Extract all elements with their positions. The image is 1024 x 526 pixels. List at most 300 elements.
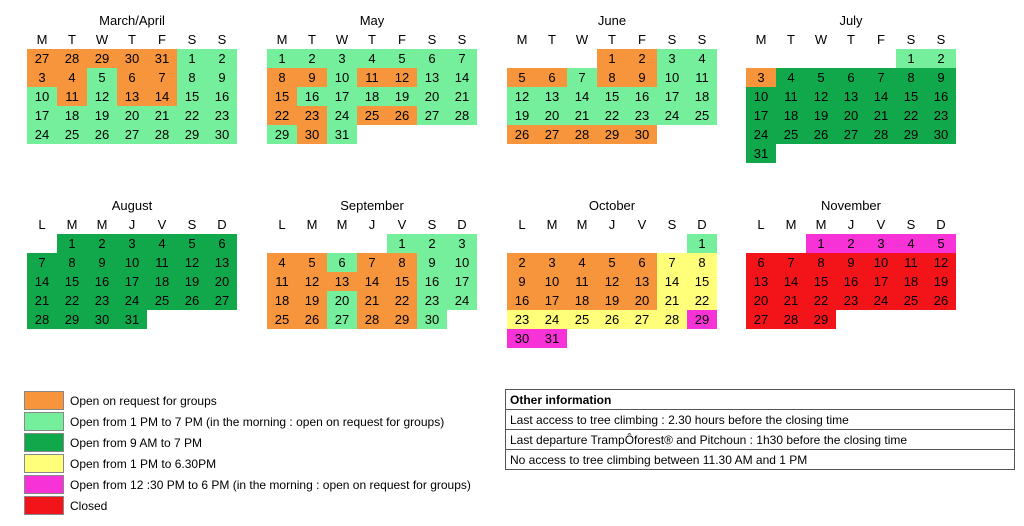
- day-cell: 4: [147, 234, 177, 253]
- day-cell: 21: [866, 106, 896, 125]
- week-row: [267, 68, 477, 87]
- day-cell: 19: [297, 291, 327, 310]
- weekday-label: V: [637, 217, 647, 232]
- day-cell: 13: [537, 87, 567, 106]
- day-cell: 24: [866, 291, 896, 310]
- day-cell: 1: [387, 234, 417, 253]
- day-cell: 8: [806, 253, 836, 272]
- weekday-label: S: [457, 32, 467, 47]
- week-row: [267, 310, 477, 329]
- weekday-label: F: [877, 32, 885, 47]
- day-cell: 27: [27, 49, 57, 68]
- day-cell: 9: [297, 68, 327, 87]
- weekday-label: S: [427, 32, 437, 47]
- day-cell: 25: [776, 125, 806, 144]
- empty-cell: [567, 49, 597, 68]
- week-row: [27, 68, 237, 87]
- legend-item: [24, 390, 471, 411]
- empty-cell: [627, 234, 657, 253]
- month-title: November: [821, 198, 881, 213]
- day-cell: 20: [207, 272, 237, 291]
- weekday-label: S: [906, 32, 916, 47]
- empty-cell: [177, 310, 207, 329]
- empty-cell: [687, 125, 717, 144]
- day-cell: 15: [687, 272, 717, 291]
- weekday-label: J: [608, 217, 616, 232]
- day-cell: 23: [507, 310, 537, 329]
- day-cell: 21: [147, 106, 177, 125]
- day-cell: 9: [507, 272, 537, 291]
- day-cell: 28: [447, 106, 477, 125]
- weekday-label: T: [128, 32, 136, 47]
- day-cell: 28: [357, 310, 387, 329]
- empty-cell: [327, 234, 357, 253]
- week-row: [507, 49, 717, 68]
- legend: [24, 390, 471, 516]
- day-cell: 16: [207, 87, 237, 106]
- day-cell: 3: [657, 49, 687, 68]
- day-cell: 27: [746, 310, 776, 329]
- day-cell: 28: [776, 310, 806, 329]
- weekday-label: M: [336, 217, 348, 232]
- weekday-label: M: [576, 217, 588, 232]
- day-cell: 22: [267, 106, 297, 125]
- empty-cell: [657, 234, 687, 253]
- day-cell: 17: [117, 272, 147, 291]
- day-cell: 3: [866, 234, 896, 253]
- day-cell: 5: [87, 68, 117, 87]
- day-cell: 2: [836, 234, 866, 253]
- day-cell: 30: [926, 125, 956, 144]
- day-cell: 13: [746, 272, 776, 291]
- day-cell: 1: [806, 234, 836, 253]
- empty-cell: [926, 144, 956, 163]
- empty-cell: [866, 310, 896, 329]
- day-cell: 30: [207, 125, 237, 144]
- day-cell: 6: [627, 253, 657, 272]
- day-cell: 23: [836, 291, 866, 310]
- day-cell: 29: [597, 125, 627, 144]
- weekday-label: F: [638, 32, 646, 47]
- day-cell: 19: [597, 291, 627, 310]
- day-cell: 30: [87, 310, 117, 329]
- day-cell: 16: [417, 272, 447, 291]
- weekday-label: T: [368, 32, 376, 47]
- month-title: July: [839, 13, 863, 28]
- day-cell: 8: [896, 68, 926, 87]
- day-cell: 10: [866, 253, 896, 272]
- legend-item: [24, 474, 471, 495]
- day-cell: 4: [896, 234, 926, 253]
- day-cell: 18: [267, 291, 297, 310]
- weekday-label: V: [876, 217, 886, 232]
- week-row: [746, 68, 956, 87]
- day-cell: 3: [746, 68, 776, 87]
- day-cell: 3: [27, 68, 57, 87]
- weekday-label: W: [575, 32, 589, 47]
- day-cell: 31: [117, 310, 147, 329]
- weekday-label: F: [398, 32, 406, 47]
- empty-cell: [657, 329, 687, 348]
- day-cell: 19: [926, 272, 956, 291]
- day-cell: 24: [27, 125, 57, 144]
- day-cell: 9: [836, 253, 866, 272]
- empty-cell: [776, 49, 806, 68]
- day-cell: 15: [177, 87, 207, 106]
- day-cell: 12: [597, 272, 627, 291]
- day-cell: 4: [567, 253, 597, 272]
- day-cell: 31: [147, 49, 177, 68]
- day-cell: 5: [507, 68, 537, 87]
- empty-cell: [896, 310, 926, 329]
- day-cell: 29: [387, 310, 417, 329]
- weekday-label: J: [128, 217, 136, 232]
- day-cell: 4: [57, 68, 87, 87]
- day-cell: 22: [687, 291, 717, 310]
- day-cell: 25: [357, 106, 387, 125]
- day-cell: 17: [866, 272, 896, 291]
- day-cell: 26: [387, 106, 417, 125]
- day-cell: 15: [267, 87, 297, 106]
- day-cell: 8: [177, 68, 207, 87]
- day-cell: 18: [896, 272, 926, 291]
- day-cell: 26: [177, 291, 207, 310]
- empty-cell: [537, 234, 567, 253]
- day-cell: 12: [926, 253, 956, 272]
- day-cell: 12: [177, 253, 207, 272]
- empty-cell: [447, 310, 477, 329]
- empty-cell: [147, 310, 177, 329]
- day-cell: 26: [597, 310, 627, 329]
- empty-cell: [866, 49, 896, 68]
- week-row: [507, 291, 717, 310]
- day-cell: 10: [27, 87, 57, 106]
- empty-cell: [567, 329, 597, 348]
- empty-cell: [776, 144, 806, 163]
- day-cell: 16: [297, 87, 327, 106]
- day-cell: 18: [147, 272, 177, 291]
- day-cell: 2: [417, 234, 447, 253]
- week-row: [746, 144, 956, 163]
- day-cell: 22: [57, 291, 87, 310]
- weekday-label: M: [66, 217, 78, 232]
- week-row: [27, 106, 237, 125]
- weekday-label: T: [68, 32, 76, 47]
- day-cell: 18: [776, 106, 806, 125]
- empty-cell: [806, 49, 836, 68]
- day-cell: 15: [896, 87, 926, 106]
- weekday-label: L: [518, 217, 526, 232]
- day-cell: 22: [387, 291, 417, 310]
- day-cell: 8: [57, 253, 87, 272]
- day-cell: 8: [687, 253, 717, 272]
- day-cell: 12: [806, 87, 836, 106]
- day-cell: 4: [267, 253, 297, 272]
- week-row: [267, 234, 477, 253]
- day-cell: 2: [87, 234, 117, 253]
- weekday-label: J: [368, 217, 376, 232]
- day-cell: 7: [147, 68, 177, 87]
- day-cell: 18: [357, 87, 387, 106]
- empty-cell: [357, 234, 387, 253]
- legend-swatch: [24, 496, 64, 515]
- day-cell: 5: [387, 49, 417, 68]
- day-cell: 4: [357, 49, 387, 68]
- weekday-label: L: [38, 217, 46, 232]
- day-cell: 29: [267, 125, 297, 144]
- day-cell: 9: [417, 253, 447, 272]
- weekday-label: S: [667, 217, 677, 232]
- week-row: [27, 49, 237, 68]
- day-cell: 29: [87, 49, 117, 68]
- day-cell: 14: [657, 272, 687, 291]
- empty-cell: [207, 310, 237, 329]
- legend-item: [24, 495, 471, 516]
- day-cell: 16: [507, 291, 537, 310]
- day-cell: 17: [537, 291, 567, 310]
- week-row: [27, 310, 237, 329]
- weekday-label: S: [427, 217, 437, 232]
- weekday-header-row: [746, 30, 956, 49]
- day-cell: 31: [537, 329, 567, 348]
- empty-cell: [836, 49, 866, 68]
- day-cell: 10: [657, 68, 687, 87]
- day-cell: 1: [267, 49, 297, 68]
- weekday-header-row: [746, 215, 956, 234]
- empty-cell: [776, 234, 806, 253]
- day-cell: 10: [746, 87, 776, 106]
- day-cell: 17: [327, 87, 357, 106]
- weekday-label: D: [217, 217, 227, 232]
- day-cell: 8: [267, 68, 297, 87]
- day-cell: 24: [117, 291, 147, 310]
- day-cell: 12: [387, 68, 417, 87]
- day-cell: 20: [417, 87, 447, 106]
- day-cell: 12: [87, 87, 117, 106]
- day-cell: 6: [117, 68, 147, 87]
- week-row: [507, 253, 717, 272]
- week-row: [507, 329, 717, 348]
- day-cell: 23: [207, 106, 237, 125]
- day-cell: 1: [687, 234, 717, 253]
- day-cell: 19: [806, 106, 836, 125]
- day-cell: 19: [507, 106, 537, 125]
- day-cell: 16: [627, 87, 657, 106]
- day-cell: 30: [627, 125, 657, 144]
- day-cell: 5: [806, 68, 836, 87]
- day-cell: 1: [896, 49, 926, 68]
- day-cell: 9: [207, 68, 237, 87]
- day-cell: 15: [597, 87, 627, 106]
- day-cell: 17: [746, 106, 776, 125]
- day-cell: 20: [746, 291, 776, 310]
- day-cell: 13: [627, 272, 657, 291]
- day-cell: 9: [87, 253, 117, 272]
- day-cell: 11: [357, 68, 387, 87]
- day-cell: 23: [297, 106, 327, 125]
- weekday-label: M: [815, 217, 827, 232]
- day-cell: 16: [87, 272, 117, 291]
- day-cell: 21: [776, 291, 806, 310]
- weekday-label: S: [667, 32, 677, 47]
- day-cell: 18: [57, 106, 87, 125]
- weekday-label: D: [697, 217, 707, 232]
- day-cell: 6: [207, 234, 237, 253]
- day-cell: 15: [387, 272, 417, 291]
- day-cell: 27: [537, 125, 567, 144]
- day-cell: 24: [537, 310, 567, 329]
- day-cell: 11: [776, 87, 806, 106]
- empty-cell: [417, 125, 447, 144]
- legend-label: Open on request for groups: [70, 393, 217, 408]
- day-cell: 13: [836, 87, 866, 106]
- empty-cell: [746, 49, 776, 68]
- month-title: September: [340, 198, 404, 213]
- day-cell: 14: [567, 87, 597, 106]
- weekday-label: D: [936, 217, 946, 232]
- month-calendar: [507, 12, 717, 144]
- week-row: [27, 291, 237, 310]
- day-cell: 22: [896, 106, 926, 125]
- weekday-label: T: [608, 32, 616, 47]
- month-calendar: [267, 12, 477, 144]
- week-row: [507, 272, 717, 291]
- day-cell: 21: [357, 291, 387, 310]
- day-cell: 5: [597, 253, 627, 272]
- day-cell: 6: [327, 253, 357, 272]
- day-cell: 22: [597, 106, 627, 125]
- legend-swatch: [24, 454, 64, 473]
- day-cell: 19: [87, 106, 117, 125]
- info-line: Last access to tree climbing : 2.30 hours before the closing time: [506, 410, 1015, 430]
- month-calendar: [27, 197, 237, 329]
- day-cell: 10: [537, 272, 567, 291]
- weekday-label: S: [187, 32, 197, 47]
- weekday-label: L: [757, 217, 765, 232]
- day-cell: 17: [447, 272, 477, 291]
- week-row: [507, 106, 717, 125]
- empty-cell: [537, 49, 567, 68]
- day-cell: 22: [177, 106, 207, 125]
- week-row: [507, 125, 717, 144]
- empty-cell: [806, 144, 836, 163]
- empty-cell: [657, 125, 687, 144]
- day-cell: 3: [447, 234, 477, 253]
- day-cell: 26: [297, 310, 327, 329]
- info-line: No access to tree climbing between 11.30 AM and 1 PM: [506, 450, 1015, 470]
- day-cell: 27: [117, 125, 147, 144]
- day-cell: 30: [117, 49, 147, 68]
- week-row: [27, 87, 237, 106]
- month-calendar: [27, 12, 237, 144]
- other-information-table: [505, 389, 1015, 470]
- day-cell: 19: [387, 87, 417, 106]
- legend-swatch: [24, 412, 64, 431]
- day-cell: 11: [567, 272, 597, 291]
- day-cell: 14: [447, 68, 477, 87]
- week-row: [267, 291, 477, 310]
- weekday-header-row: [507, 215, 717, 234]
- legend-label: Closed: [70, 498, 108, 513]
- empty-cell: [597, 329, 627, 348]
- empty-cell: [27, 234, 57, 253]
- day-cell: 6: [537, 68, 567, 87]
- day-cell: 19: [177, 272, 207, 291]
- day-cell: 18: [567, 291, 597, 310]
- weekday-label: V: [397, 217, 407, 232]
- empty-cell: [507, 234, 537, 253]
- week-row: [267, 272, 477, 291]
- empty-cell: [926, 310, 956, 329]
- legend-label: Open from 1 PM to 6.30PM: [70, 456, 217, 471]
- day-cell: 16: [836, 272, 866, 291]
- day-cell: 2: [207, 49, 237, 68]
- day-cell: 23: [627, 106, 657, 125]
- weekday-label: M: [755, 32, 767, 47]
- day-cell: 27: [327, 310, 357, 329]
- day-cell: 23: [417, 291, 447, 310]
- day-cell: 12: [507, 87, 537, 106]
- day-cell: 6: [836, 68, 866, 87]
- legend-item: [24, 432, 471, 453]
- weekday-label: T: [308, 32, 316, 47]
- weekday-label: F: [158, 32, 166, 47]
- weekday-label: M: [785, 217, 797, 232]
- day-cell: 30: [507, 329, 537, 348]
- info-line: Last departure TrampÔforest® and Pitchoun : 1h30 before the closing time: [506, 430, 1015, 450]
- day-cell: 14: [357, 272, 387, 291]
- day-cell: 28: [27, 310, 57, 329]
- day-cell: 13: [117, 87, 147, 106]
- day-cell: 25: [567, 310, 597, 329]
- day-cell: 10: [447, 253, 477, 272]
- day-cell: 27: [836, 125, 866, 144]
- week-row: [746, 87, 956, 106]
- day-cell: 13: [417, 68, 447, 87]
- weekday-label: S: [697, 32, 707, 47]
- weekday-label: D: [457, 217, 467, 232]
- weekday-header-row: [267, 215, 477, 234]
- day-cell: 5: [177, 234, 207, 253]
- weekday-label: T: [548, 32, 556, 47]
- weekday-header-row: [27, 215, 237, 234]
- week-row: [27, 234, 237, 253]
- weekday-label: M: [36, 32, 48, 47]
- day-cell: 20: [627, 291, 657, 310]
- week-row: [267, 125, 477, 144]
- day-cell: 24: [657, 106, 687, 125]
- month-calendar: [746, 12, 956, 163]
- empty-cell: [387, 125, 417, 144]
- day-cell: 30: [297, 125, 327, 144]
- week-row: [746, 49, 956, 68]
- day-cell: 20: [537, 106, 567, 125]
- legend-item: [24, 453, 471, 474]
- day-cell: 1: [57, 234, 87, 253]
- legend-swatch: [24, 475, 64, 494]
- weekday-label: V: [157, 217, 167, 232]
- empty-cell: [896, 144, 926, 163]
- day-cell: 1: [597, 49, 627, 68]
- day-cell: 21: [447, 87, 477, 106]
- day-cell: 29: [896, 125, 926, 144]
- week-row: [27, 253, 237, 272]
- week-row: [507, 68, 717, 87]
- day-cell: 10: [117, 253, 147, 272]
- day-cell: 27: [417, 106, 447, 125]
- day-cell: 1: [177, 49, 207, 68]
- week-row: [746, 272, 956, 291]
